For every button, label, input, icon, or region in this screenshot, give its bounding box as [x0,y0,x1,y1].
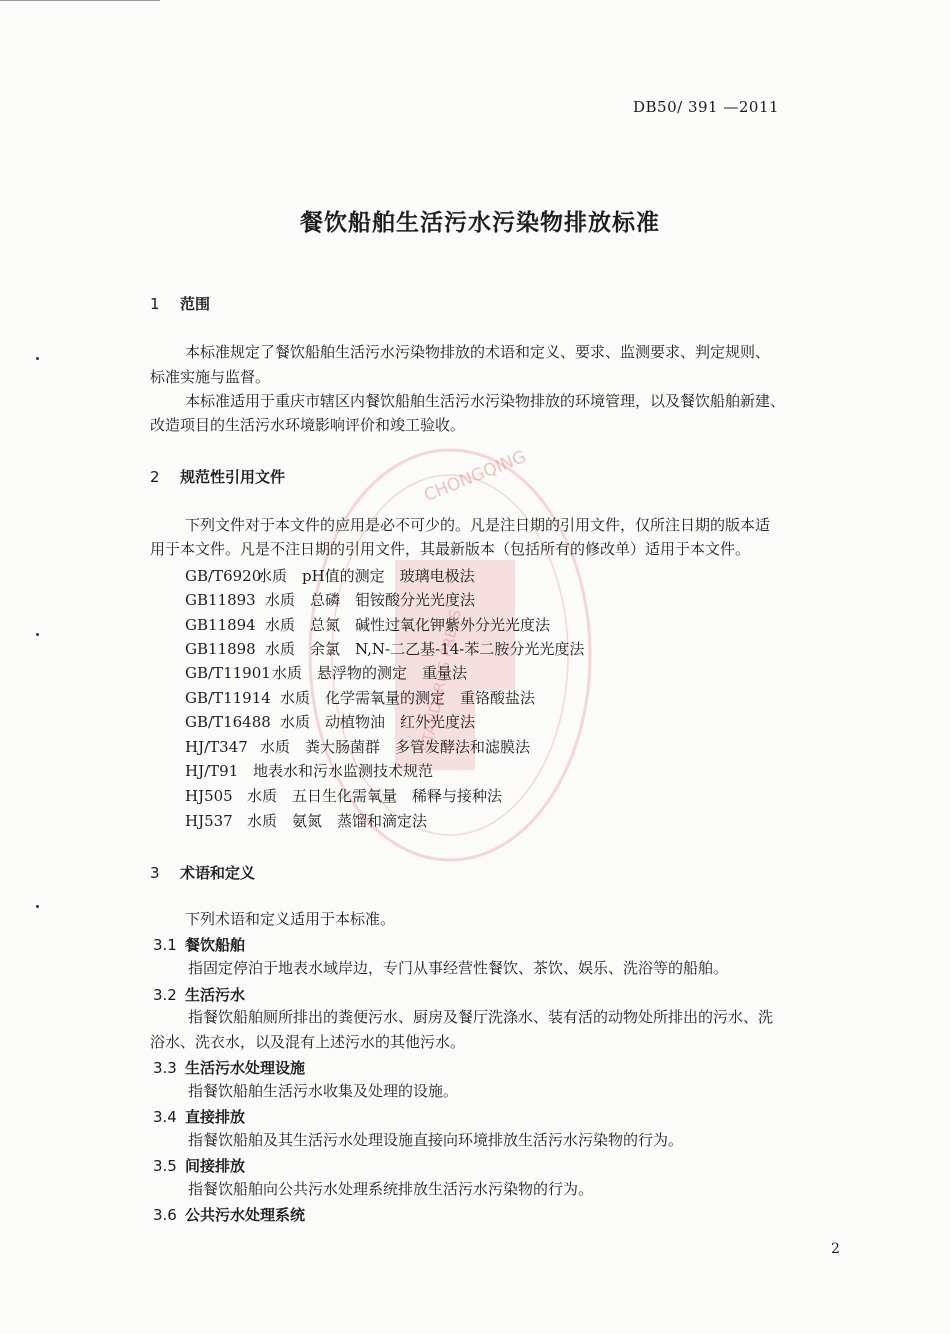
reference-item [185,638,584,659]
reference-title: 地表水和污水监测技术规范 [253,762,434,780]
section-label: 范围 [180,295,211,313]
reference-code: GB11894 [185,616,256,634]
reference-item [185,760,433,781]
term-label: 生活污水处理设施 [185,1059,306,1077]
refs-intro-line-1: 下列文件对于本文件的应用是必不可少的。凡是注日期的引用文件，仅所注日期的版本适 [185,516,771,534]
terms-intro: 下列术语和定义适用于本标准。 [185,910,396,928]
reference-title: 水质 总氮 碱性过氧化钾紫外分光光度法 [265,616,551,634]
term-number: 3.5 [153,1157,177,1175]
reference-item [185,687,535,708]
page-title: 餐饮船舶生活污水污染物排放标准 [300,210,660,236]
term-label: 餐饮船舶 [185,936,246,954]
doc-code: DB50/ 391 —2011 [633,98,780,116]
reference-title: 水质 悬浮物的测定 重量法 [272,664,468,682]
scan-speck [36,905,39,908]
reference-title: 水质 pH值的测定 玻璃电极法 [257,567,475,585]
term-3-2-heading [153,984,245,1005]
reference-code: HJ505 [185,787,233,805]
reference-code: GB/T16488 [185,713,271,731]
term-3-5-heading [153,1155,245,1176]
scope-paragraph-1-line-1: 本标准规定了餐饮船舶生活污水污染物排放的术语和定义、要求、监测要求、判定规则、 [185,343,771,361]
reference-title: 水质 余氯 N,N-二乙基-14-苯二胺分光光度法 [265,640,585,658]
reference-item [185,614,550,635]
scope-paragraph-2-line-2: 改造项目的生活污水环境影响评价和竣工验收。 [150,416,466,434]
term-3-6-heading [153,1204,305,1225]
reference-code: HJ/T347 [185,738,248,756]
term-3-1-definition: 指固定停泊于地表水域岸边，专门从事经营性餐饮、茶饮、娱乐、洗浴等的船舶。 [188,959,729,977]
scope-paragraph-2-line-1: 本标准适用于重庆市辖区内餐饮船舶生活污水污染物排放的环境管理，以及餐饮船舶新建、 [185,392,786,410]
page-number: 2 [831,1241,840,1257]
term-3-4-definition: 指餐饮船舶及其生活污水处理设施直接向环境排放生活污水污染物的行为。 [188,1131,684,1149]
reference-item [185,785,502,806]
section-label: 术语和定义 [180,864,256,882]
term-3-1-heading [153,934,245,955]
section-2-heading [150,466,285,487]
reference-item [185,711,475,732]
term-label: 生活污水 [185,986,246,1004]
term-label: 公共污水处理系统 [185,1206,306,1224]
scan-border-line [0,0,160,1]
reference-title: 水质 化学需氧量的测定 重铬酸盐法 [280,689,536,707]
term-number: 3.3 [153,1059,177,1077]
term-number: 3.1 [153,936,177,954]
reference-code: GB11893 [185,591,256,609]
section-number: 2 [150,468,160,486]
reference-code: GB11898 [185,640,256,658]
refs-intro-line-2: 用于本文件。凡是不注日期的引用文件，其最新版本（包括所有的修改单）适用于本文件。 [150,540,751,558]
scan-speck [36,357,39,360]
term-3-2-definition-line-2: 浴水、洗衣水，以及混有上述污水的其他污水。 [150,1033,466,1051]
term-number: 3.4 [153,1108,177,1126]
term-number: 3.6 [153,1206,177,1224]
term-3-2-definition-line-1: 指餐饮船舶厕所排出的粪便污水、厨房及餐厅洗涤水、装有活的动物处所排出的污水、洗 [188,1008,774,1026]
section-1-heading [150,293,210,314]
reference-item [185,589,475,610]
reference-code: HJ/T91 [185,762,239,780]
term-3-3-definition: 指餐饮船舶生活污水收集及处理的设施。 [188,1082,459,1100]
reference-item [185,662,467,683]
section-3-heading [150,862,255,883]
reference-code: GB/T11914 [185,689,271,707]
scan-speck [36,633,39,636]
reference-title: 水质 氨氮 蒸馏和滴定法 [247,812,428,830]
reference-item [185,810,427,831]
stamp-text-top: CHONGQING [421,446,530,507]
reference-item [185,565,475,586]
reference-item [185,736,530,757]
section-number: 3 [150,864,160,882]
scope-paragraph-1-line-2: 标准实施与监督。 [150,368,271,386]
term-number: 3.2 [153,986,177,1004]
section-number: 1 [150,295,160,313]
reference-title: 水质 动植物油 红外光度法 [280,713,476,731]
term-3-5-definition: 指餐饮船舶向公共污水处理系统排放生活污水污染物的行为。 [188,1180,594,1198]
reference-title: 水质 粪大肠菌群 多管发酵法和滤膜法 [260,738,531,756]
reference-title: 水质 五日生化需氧量 稀释与接种法 [247,787,503,805]
reference-title: 水质 总磷 钼铵酸分光光度法 [265,591,476,609]
reference-code: HJ537 [185,812,233,830]
reference-code: GB/T6920 [185,567,262,585]
reference-code: GB/T11901 [185,664,271,682]
term-label: 直接排放 [185,1108,246,1126]
section-label: 规范性引用文件 [180,468,286,486]
stamp-text-bottom: STANDARDS PRESS [416,607,465,754]
term-label: 间接排放 [185,1157,246,1175]
term-3-3-heading [153,1057,305,1078]
term-3-4-heading [153,1106,245,1127]
